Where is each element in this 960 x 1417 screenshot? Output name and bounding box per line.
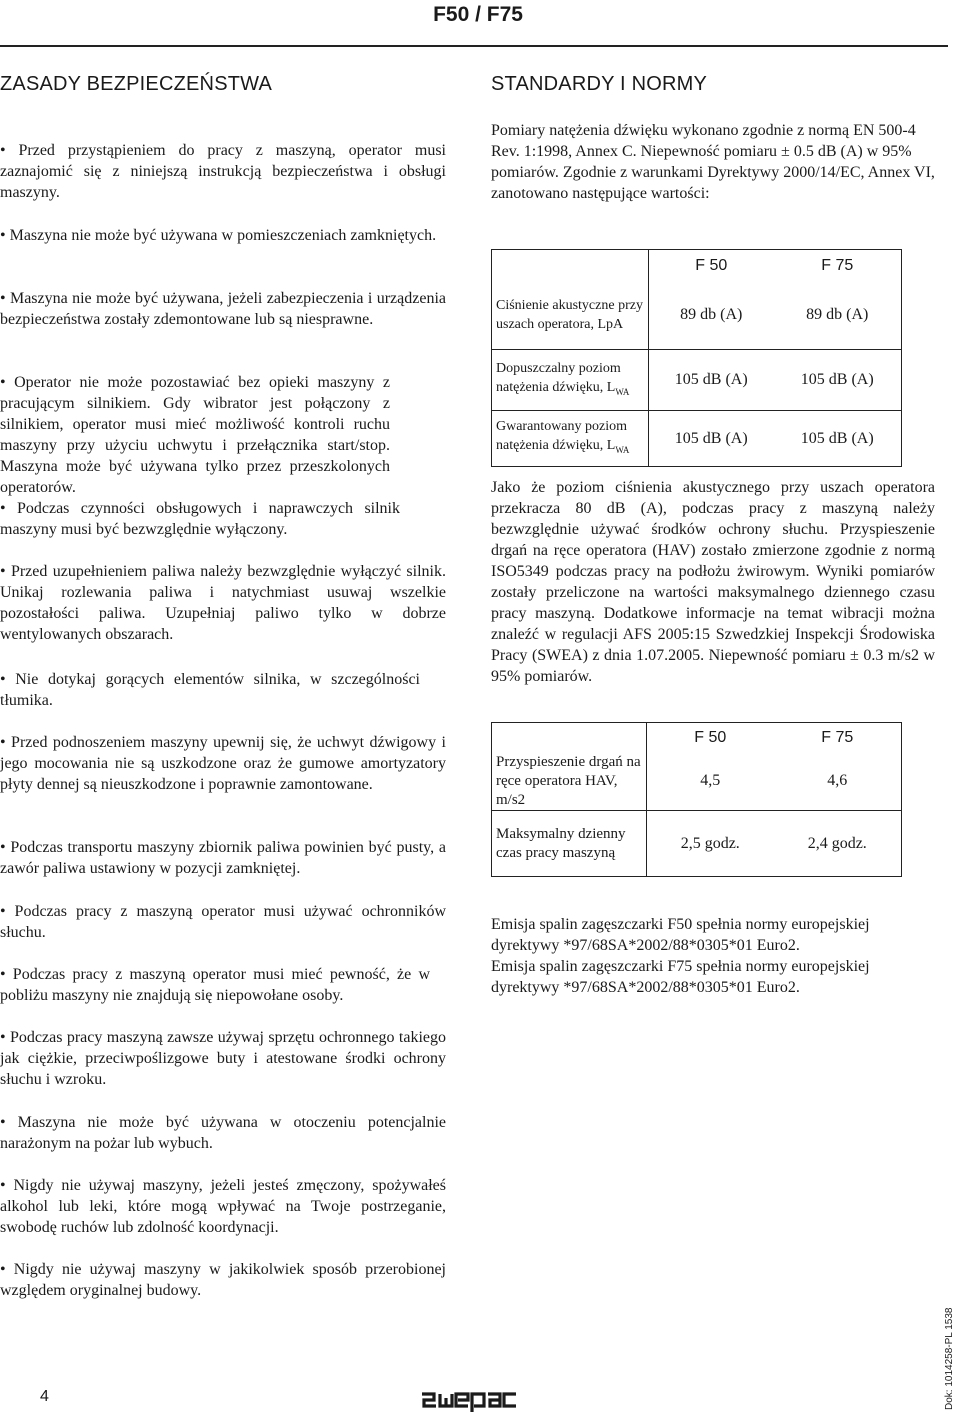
- list-item: • Maszyna nie może być używana w otoczeniu potencjalnie narażonym na pożar lub wybuch.: [0, 1114, 446, 1152]
- list-item: • Przed podnoszeniem maszyny upewnij się, że uchwyt dźwigowy i jego mocowania nie są uszkodzone oraz że gumowe amortyzatory płyty dennej są nieuszkodzone i poprawnie zamontowane.: [0, 734, 446, 793]
- table-corner-cell: [492, 250, 649, 282]
- vibration-text: Jako że poziom ciśnienia akustycznego przy uszach operatora przekracza 80 dB (A), podczas pracy z maszyną należy bezwzględnie używać środków ochrony słuchu. Przyspieszenie drgań na ręce operatora (HAV) zostało zmierzone zgodnie z normą ISO5349 podczas pracy na podłożu żwirowym. Wyniki pomiarów zostały przeliczone na wartości maksymalnego dziennego czasu pracy maszyną. Dodatkowe informacje na temat wibracji można znaleźć w regulacji AFS 2005:15 Szwedzkiej Inspekcji Środowiska Pracy (SWEA) z dnia 1.07.2005. Niepewność pomiaru ± 0.3 m/s2 w 95% pomiarów.: [491, 479, 935, 685]
- row-label: Gwarantowany poziom natężenia dźwięku, $L_{WA}$: [492, 411, 649, 467]
- swepac-logo-graphic: [420, 1386, 546, 1412]
- list-item: • Maszyna nie może być używana w pomieszczeniach zamkniętych.: [0, 227, 437, 244]
- list-item: • Nigdy nie używaj maszyny, jeżeli jesteś zmęczony, spożywałeś alkohol lub leki, które mogą wpływać na Twoje postrzeganie, swobodę ruchów lub zdolność koordynacji.: [0, 1177, 446, 1236]
- row-label: Maksymalny dzienny czas pracy maszyną: [492, 811, 647, 877]
- safety-section-title: ZASADY BEZPIECZEŃSTWA: [0, 73, 273, 95]
- column-header-f50: F 50: [695, 256, 728, 274]
- document-id: Dok: 1014258-PL 1538: [944, 1307, 955, 1410]
- list-item: • Podczas pracy maszyną zawsze używaj sprzętu ochronnego takiego jak ciężkie, przeciwpoślizgowe buty i atestowane środki ochrony słuchu i wzroku.: [0, 1029, 446, 1088]
- value-f50: 105 dB (A): [649, 350, 774, 411]
- row-label: Ciśnienie akustyczne przy uszach operatora, LpA: [492, 282, 649, 350]
- column-header-f75: F 75: [821, 256, 854, 274]
- list-item: • Podczas czynności obsługowych i naprawczych silnik maszyny musi być bezwzględnie wyłączony.: [0, 500, 400, 538]
- page-number: 4: [40, 1388, 49, 1405]
- value-f75: 105 dB (A): [774, 350, 902, 411]
- swepac-logo: [420, 1386, 546, 1417]
- value-f50: 4,5: [647, 753, 774, 811]
- table-corner-cell: [492, 723, 647, 753]
- row-label: Przyspieszenie drgań na ręce operatora HAV, m/s2: [492, 753, 647, 811]
- row-label: Dopuszczalny poziom natężenia dźwięku, $L_{WA}$: [492, 350, 649, 411]
- value-f75: 4,6: [774, 753, 902, 811]
- emission-f75: Emisja spalin zagęszczarki F75 spełnia normy europejskiej dyrektywy *97/68SA*2002/88*0305*01 Euro2.: [491, 958, 870, 996]
- list-item: • Przed przystąpieniem do pracy z maszyną, operator musi zaznajomić się z niniejszą instrukcją bezpieczeństwa i obsługi maszyny.: [0, 142, 446, 201]
- value-f75: 89 db (A): [774, 282, 902, 350]
- list-item: • Nie dotykaj gorących elementów silnika, w szczególności tłumika.: [0, 671, 420, 709]
- value-f75: 2,4 godz.: [807, 834, 867, 852]
- list-item: • Podczas pracy z maszyną operator musi używać ochronników słuchu.: [0, 903, 446, 941]
- table-row: [492, 811, 902, 877]
- noise-table: [491, 249, 902, 467]
- list-item: • Podczas pracy z maszyną operator musi mieć pewność, że w pobliżu maszyny nie znajdują się niepowołane osoby.: [0, 966, 430, 1004]
- emission-text: [491, 914, 936, 998]
- list-item: • Operator nie może pozostawiać bez opieki maszyny z pracującym silnikiem. Gdy wibrator jest połączony z silnikiem, operator musi mieć możliwość kontroli ruchu maszyny przy użyciu uchwytu i przełącznika start/stop. Maszyna może być używana tylko przez przeszkolonych operatorów.: [0, 374, 390, 496]
- list-item: • Maszyna nie może być używana, jeżeli zabezpieczenia i urządzenia bezpieczeństwa zostały zdemontowane lub są niesprawne.: [0, 290, 446, 328]
- header-divider: [0, 45, 948, 47]
- vibration-table: [491, 722, 902, 877]
- standards-section-title: STANDARDY I NORMY: [491, 73, 708, 95]
- table-row: [492, 282, 902, 350]
- emission-f50: Emisja spalin zagęszczarki F50 spełnia normy europejskiej dyrektywy *97/68SA*2002/88*0305*01 Euro2.: [491, 916, 870, 954]
- table-row: [492, 753, 902, 811]
- list-item: • Przed uzupełnieniem paliwa należy bezwzględnie wyłączyć silnik. Unikaj rozlewania paliwa i natychmiast usuwaj wszelkie pozostałości paliwa. Uzupełniaj paliwo tylko w dobrze wentylowanych obszarach.: [0, 563, 446, 643]
- value-f50: 2,5 godz.: [680, 834, 740, 852]
- list-item: • Nigdy nie używaj maszyny w jakikolwiek sposób przerobionej względem oryginalnej budowy.: [0, 1261, 446, 1299]
- value-f50: 89 db (A): [649, 282, 774, 350]
- noise-intro-text: Pomiary natężenia dźwięku wykonano zgodnie z normą EN 500-4 Rev. 1:1998, Annex C. Niepewność pomiaru ± 0.5 dB (A) w 95% pomiarów. Zgodnie z warunkami Dyrektywy 2000/14/EC, Annex VI, zanotowano następujące wartości:: [491, 122, 935, 202]
- column-header-f75: F 75: [821, 728, 854, 746]
- list-item: • Podczas transportu maszyny zbiornik paliwa powinien być pusty, a zawór paliwa ustawiony w pozycji zamkniętej.: [0, 839, 446, 877]
- table-row: [492, 411, 902, 467]
- value-f50: 105 dB (A): [674, 429, 748, 447]
- column-header-f50: F 50: [694, 728, 727, 746]
- table-row: [492, 350, 902, 411]
- value-f75: 105 dB (A): [800, 429, 874, 447]
- document-title: F50 / F75: [433, 3, 523, 26]
